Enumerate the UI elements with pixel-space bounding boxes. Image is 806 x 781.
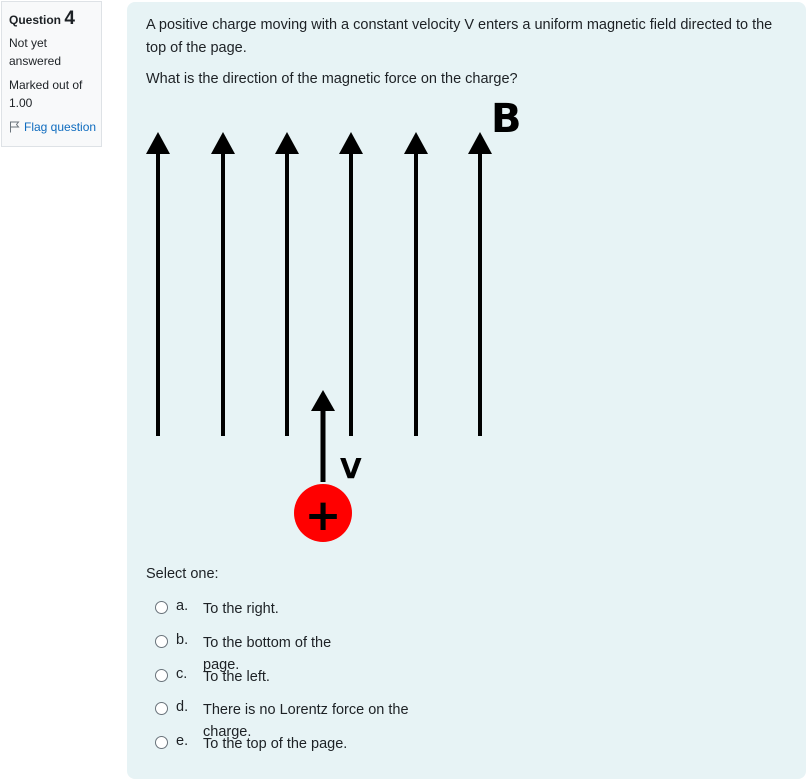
answer-letter: b. — [176, 632, 189, 648]
question-content — [127, 2, 806, 779]
field-label: B — [491, 96, 522, 142]
answer-option-d[interactable] — [155, 699, 455, 740]
field-line-4 — [339, 132, 363, 436]
radio-button-b[interactable] — [155, 635, 168, 648]
question-ask: What is the direction of the magnetic force on the charge? — [146, 71, 518, 87]
radio-button-c[interactable] — [155, 669, 168, 682]
question-number — [9, 8, 101, 30]
magnetic-field-figure — [127, 2, 806, 562]
answer-option-c[interactable] — [155, 666, 455, 686]
field-line-1 — [146, 132, 170, 436]
radio-button-d[interactable] — [155, 702, 168, 715]
answer-option-b[interactable] — [155, 632, 455, 673]
answer-option-e[interactable] — [155, 733, 455, 753]
question-statement: A positive charge moving with a constant velocity V enters a uniform magnetic field directed to the top of the page. — [146, 17, 773, 56]
answer-letter: d. — [176, 699, 189, 715]
positive-charge — [294, 484, 352, 542]
answer-text: To the top of the page. — [203, 736, 348, 752]
select-one-prompt: Select one: — [146, 566, 219, 582]
question-info-panel — [1, 1, 102, 147]
velocity-arrow — [311, 390, 335, 482]
field-line-5 — [404, 132, 428, 436]
answer-letter: e. — [176, 733, 189, 749]
velocity-label: V — [340, 452, 362, 485]
question-label: Question — [9, 13, 62, 27]
question-state: Not yet answered — [9, 36, 62, 68]
radio-button-a[interactable] — [155, 601, 168, 614]
field-line-2 — [211, 132, 235, 436]
charge-symbol: + — [304, 490, 342, 541]
answer-letter: a. — [176, 598, 189, 614]
question-grade: Marked out of 1.00 — [9, 78, 83, 110]
answer-text: To the bottom of the page. — [203, 635, 332, 673]
answer-letter: c. — [176, 666, 188, 682]
answer-text: To the right. — [203, 601, 279, 617]
field-line-3 — [275, 132, 299, 436]
question-number-value: 4 — [64, 8, 75, 29]
answer-option-a[interactable] — [155, 598, 455, 618]
flag-question-label: Flag question — [24, 120, 97, 134]
flag-icon — [9, 121, 20, 133]
answer-text: To the left. — [203, 669, 270, 685]
field-line-6 — [468, 132, 492, 436]
answer-text: There is no Lorentz force on the charge. — [203, 702, 409, 740]
flag-question-link[interactable] — [9, 120, 101, 134]
radio-button-e[interactable] — [155, 736, 168, 749]
